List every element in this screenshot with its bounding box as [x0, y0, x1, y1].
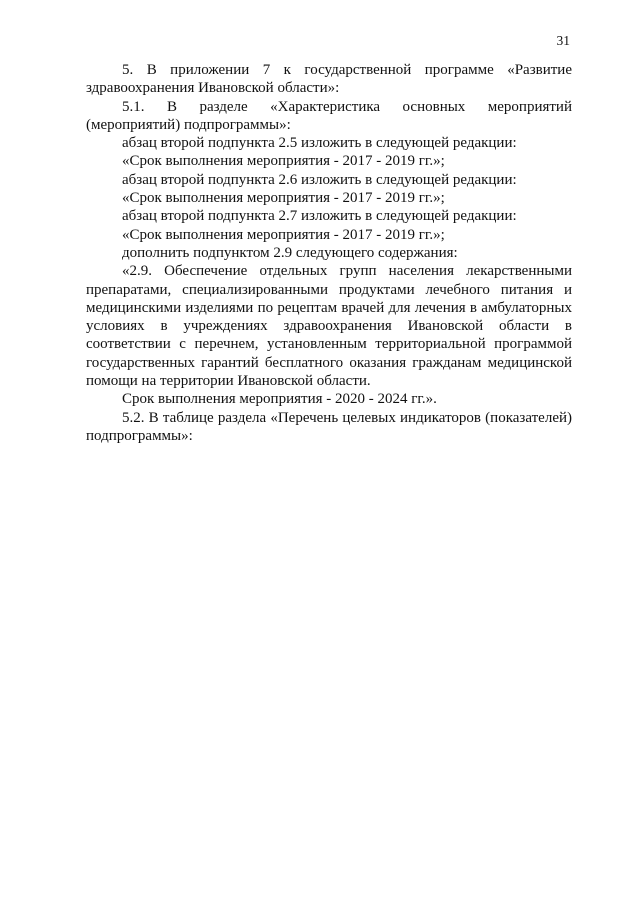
paragraph-5-1: 5.1. В разделе «Характеристика основных мероприятий (мероприятий) подпрограммы»:: [86, 98, 572, 133]
paragraph-term-2-5: «Срок выполнения мероприятия - 2017 - 2019 гг.»;: [122, 153, 445, 170]
paragraph-term-2-7: «Срок выполнения мероприятия - 2017 - 2019 гг.»;: [122, 226, 445, 243]
page-number: 31: [556, 33, 570, 48]
paragraph-2-9-content: «2.9. Обеспечение отдельных групп населения лекарственными препаратами, специализированными продуктами лечебного питания и медицинскими изделиями по рецептам врачей для лечения в амбулаторных условиях в учреждениях здравоохранения Ивановской области в соответствии с перечнем, установленным территориальной программой государственных гарантий бесплатного оказания гражданам медицинской помощи на территории Ивановской области.: [86, 263, 572, 390]
document-body: [86, 61, 572, 445]
paragraph-5-2: 5.2. В таблице раздела «Перечень целевых индикаторов (показателей) подпрограммы»:: [86, 409, 572, 444]
paragraph-instruction-2-6: абзац второй подпункта 2.6 изложить в следующей редакции:: [122, 171, 517, 188]
paragraph-term-2-9: Срок выполнения мероприятия - 2020 - 2024 гг.».: [122, 391, 437, 408]
paragraph-add-2-9: дополнить подпунктом 2.9 следующего содержания:: [122, 244, 458, 261]
paragraph-instruction-2-5: абзац второй подпункта 2.5 изложить в следующей редакции:: [122, 135, 517, 152]
paragraph-5: 5. В приложении 7 к государственной программе «Развитие здравоохранения Ивановской области»:: [86, 62, 572, 97]
paragraph-term-2-6: «Срок выполнения мероприятия - 2017 - 2019 гг.»;: [122, 190, 445, 207]
paragraph-instruction-2-7: абзац второй подпункта 2.7 изложить в следующей редакции:: [122, 208, 517, 225]
